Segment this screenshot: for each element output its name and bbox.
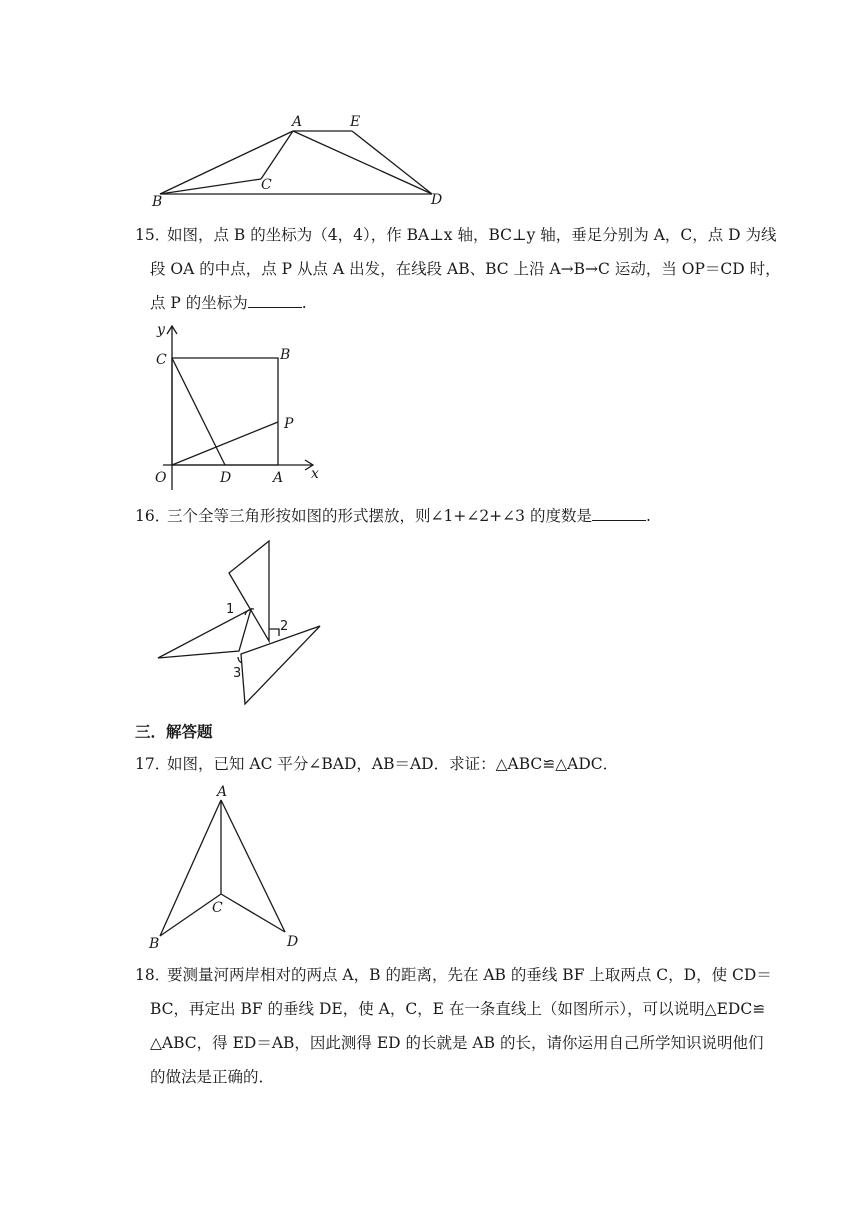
q15-answer-blank — [248, 293, 302, 308]
label-d: D — [431, 192, 443, 208]
label-b: B — [152, 194, 163, 210]
angle-2-mark — [269, 629, 279, 636]
segment-ad — [221, 800, 285, 932]
figure-q15-svg — [145, 318, 335, 496]
figure-q14-svg — [140, 110, 460, 210]
label-a: A — [217, 784, 228, 800]
q18-line-1 — [135, 965, 772, 985]
label-e: E — [350, 114, 361, 130]
q18-text-2: BC，再定出 BF 的垂线 DE，使 A，C，E 在一条直线上（如图所示），可以说明△EDC≌ — [150, 1000, 766, 1018]
segment-cd — [172, 358, 225, 465]
q18-line-2 — [150, 999, 765, 1019]
label-p: P — [284, 416, 294, 432]
label-a: A — [292, 114, 303, 130]
q16-answer-blank — [592, 506, 646, 521]
figure-q17 — [145, 782, 315, 952]
label-y: y — [157, 322, 165, 338]
label-d: D — [220, 470, 232, 486]
label-c: C — [156, 352, 167, 368]
q15-number: 15． — [135, 226, 171, 244]
label-o: O — [155, 470, 167, 486]
triangle-right — [241, 626, 320, 704]
q16-line-1 — [135, 506, 651, 526]
segment-op — [172, 422, 278, 465]
q15-text-2: 段 OA 的中点，点 P 从点 A 出发，在线段 AB、BC 上沿 A→B→C 运动，当 OP＝CD 时， — [150, 260, 781, 278]
q15-text-3: 点 P 的坐标为 — [150, 294, 248, 312]
q18-number: 18． — [135, 966, 171, 984]
q15-line-2 — [150, 259, 781, 279]
q15-text-1: 如图，点 B 的坐标为（4，4），作 BA⊥x 轴，BC⊥y 轴，垂足分别为 A，C，点 D 为线 — [167, 226, 777, 244]
q18-line-4 — [150, 1067, 274, 1087]
label-c: C — [212, 900, 223, 916]
angle-1-label: 1 — [226, 602, 235, 617]
angle-2-label: 2 — [280, 619, 289, 634]
q18-text-4: 的做法是正确的． — [150, 1068, 275, 1086]
section-title: 三．解答题 — [135, 723, 213, 741]
figure-q16 — [150, 535, 330, 710]
label-d: D — [287, 934, 299, 950]
q15-line-1 — [135, 225, 777, 245]
label-c: C — [261, 177, 272, 193]
q18-line-3 — [150, 1033, 763, 1053]
figure-q14 — [140, 110, 460, 210]
q17-text-1: 如图，已知 AC 平分∠BAD，AB＝AD．求证：△ABC≌△ADC． — [167, 755, 619, 773]
q18-text-3: △ABC，得 ED＝AB，因此测得 ED 的长就是 AB 的长，请你运用自己所学知识说明他们 — [150, 1034, 764, 1052]
q16-number: 16． — [135, 507, 171, 525]
label-x: x — [311, 466, 319, 482]
label-b: B — [149, 936, 160, 952]
q15-text-3-end: . — [301, 294, 307, 312]
triangle-left — [158, 609, 251, 658]
figure-q17-svg — [145, 782, 315, 952]
label-b: B — [280, 347, 291, 363]
square-ocba — [172, 358, 278, 465]
q17-line-1 — [135, 754, 618, 774]
triangle-top — [229, 541, 269, 641]
q17-number: 17． — [135, 755, 171, 773]
figure-q15 — [145, 318, 335, 496]
q16-text-1-end: . — [645, 507, 651, 525]
q18-text-1: 要测量河两岸相对的两点 A，B 的距离，先在 AB 的垂线 BF 上取两点 C，D，使 CD＝ — [167, 966, 772, 984]
figure-q16-svg — [150, 535, 330, 710]
q15-line-3 — [150, 293, 307, 313]
segment-ad — [293, 131, 432, 194]
q16-text-1: 三个全等三角形按如图的形式摆放，则∠1+∠2+∠3 的度数是 — [167, 507, 592, 525]
angle-3-label: 3 — [233, 666, 242, 681]
label-a: A — [273, 470, 284, 486]
